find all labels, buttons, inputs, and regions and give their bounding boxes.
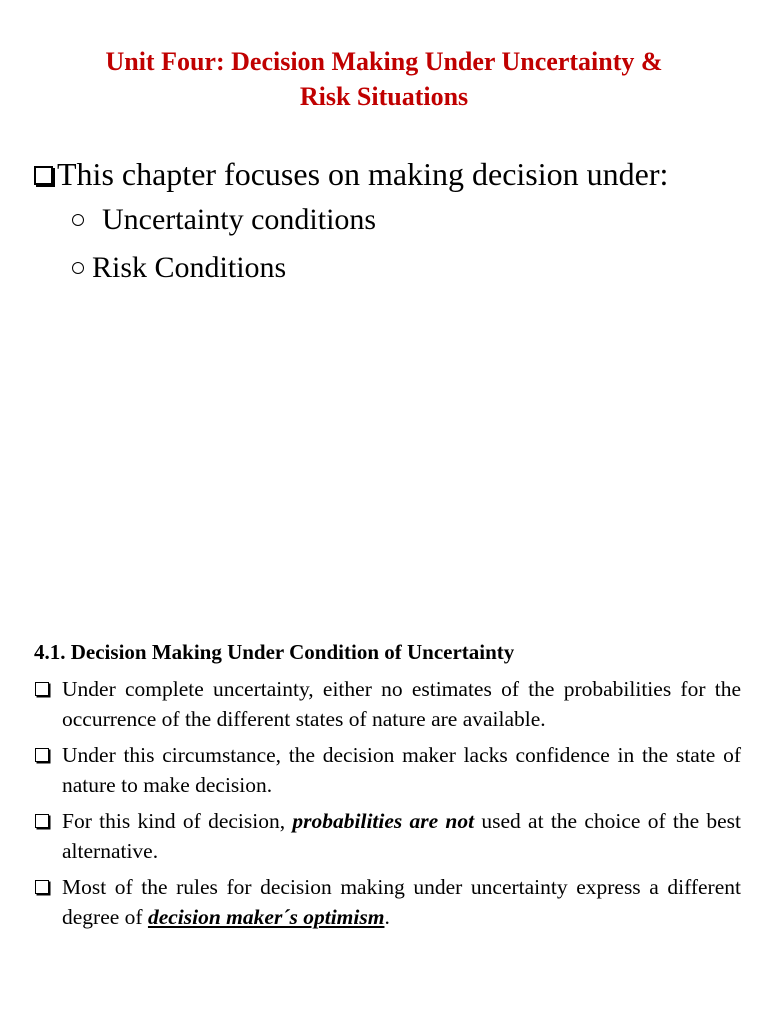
checkbox-bullet-icon (35, 814, 49, 828)
sub-item-label: Risk Conditions (92, 251, 287, 284)
bullet-text-after: . (384, 905, 390, 929)
checkbox-bullet-icon (35, 748, 49, 762)
slide-title-line-2: Risk Situations (299, 82, 469, 111)
intro-text: This chapter focuses on making decision under: (57, 156, 669, 192)
bullet-list (34, 674, 741, 938)
bullet-text: Under this circumstance, the decision maker lacks confidence in the state of nature to make decision. (62, 743, 741, 797)
sub-item-risk (72, 249, 286, 287)
slide-title (0, 44, 768, 114)
bullet-item (34, 872, 741, 932)
bullet-emphasis: probabilities are not (292, 809, 475, 833)
bullet-emphasis: decision maker´s optimism (147, 905, 385, 929)
sub-item-uncertainty (72, 201, 376, 239)
bullet-item (34, 806, 741, 866)
checkbox-bullet-icon (35, 682, 49, 696)
bullet-text-after: used at the choice of the best alternative. (62, 809, 742, 863)
bullet-text-before: For this kind of decision, (62, 809, 293, 833)
bullet-item (34, 740, 741, 800)
checkbox-bullet-icon (35, 880, 49, 894)
intro-statement (34, 154, 668, 194)
circle-bullet-icon (72, 262, 84, 274)
circle-bullet-icon (72, 214, 84, 226)
bullet-item (34, 674, 741, 734)
sub-item-label: Uncertainty conditions (102, 203, 377, 236)
bullet-text-before: Most of the rules for decision making under uncertainty express a different degree of (62, 875, 741, 929)
bullet-text: Under complete uncertainty, either no estimates of the probabilities for the occurrence of the different states of nature are available. (62, 677, 741, 731)
section-heading: 4.1. Decision Making Under Condition of Uncertainty (34, 640, 515, 664)
checkbox-bullet-icon (34, 166, 53, 185)
slide-title-line-1: Unit Four: Decision Making Under Uncertainty & (105, 47, 663, 76)
